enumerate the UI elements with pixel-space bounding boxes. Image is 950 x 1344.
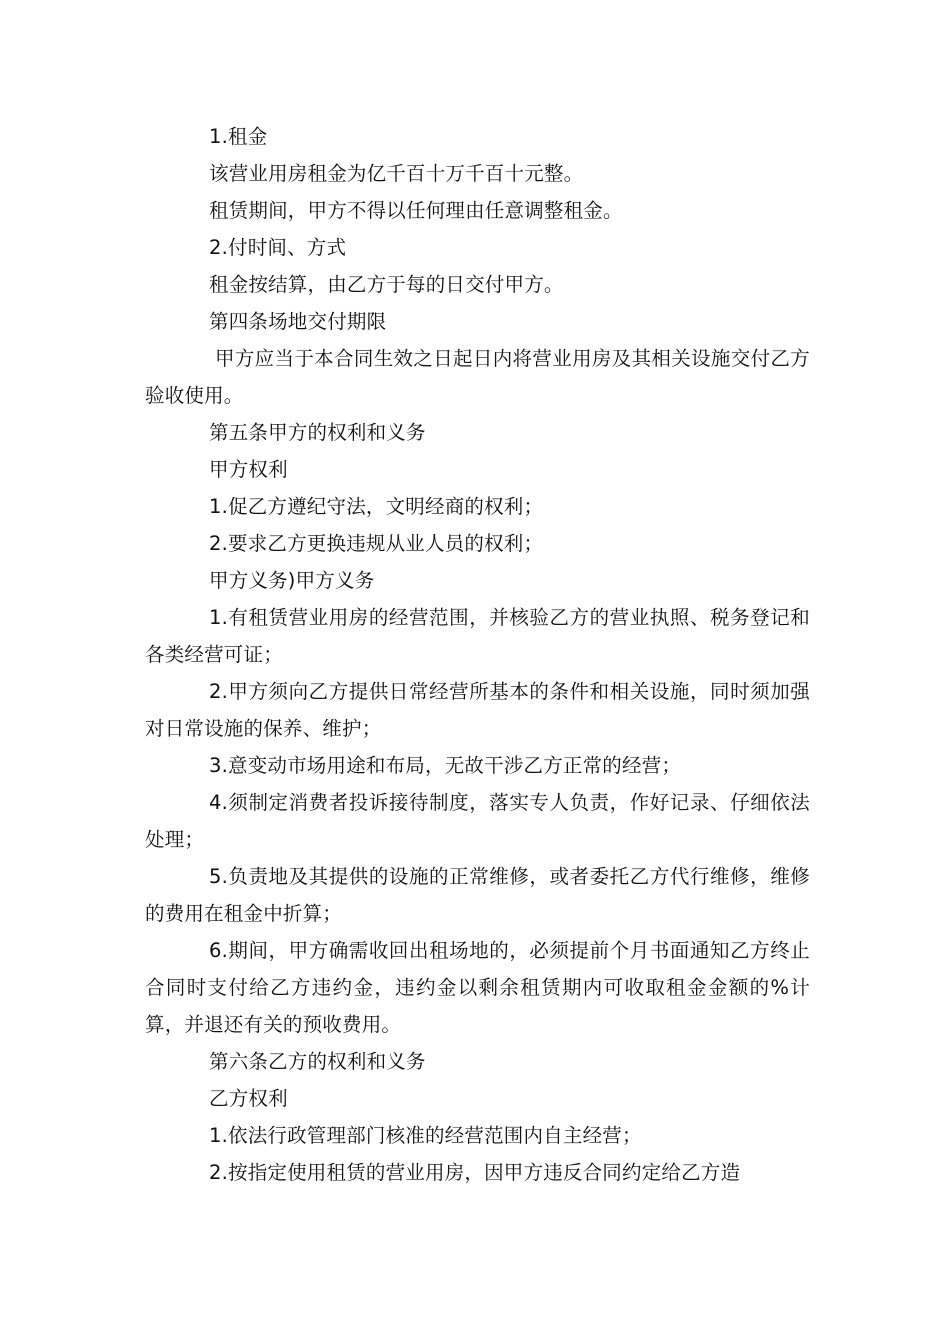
party-a-rights-heading: 甲方权利 <box>209 458 288 481</box>
party-a-obligation-2: 2.甲方须向乙方提供日常经营所基本的条件和相关设施，同时须加强对日常设施的保养、维护； <box>145 680 810 740</box>
paragraph-rent-heading: 1.租金 <box>209 125 268 148</box>
party-b-right-1: 1.依法行政管理部门核准的经营范围内自主经营； <box>209 1124 642 1147</box>
party-a-right-1: 1.促乙方遵纪守法，文明经商的权利； <box>209 495 544 518</box>
article-four-heading: 第四条场地交付期限 <box>209 310 387 333</box>
paragraph-delivery-term: 甲方应当于本合同生效之日起日内将营业用房及其相关设施交付乙方验收使用。 <box>145 347 810 407</box>
party-b-right-2: 2.按指定使用租赁的营业用房，因甲方违反合同约定给乙方造 <box>209 1161 741 1184</box>
paragraph-rent-amount: 该营业用房租金为亿千百十万千百十元整。 <box>209 162 584 185</box>
party-a-right-2: 2.要求乙方更换违规从业人员的权利； <box>209 532 544 555</box>
paragraph-rent-no-adjust: 租赁期间，甲方不得以任何理由任意调整租金。 <box>209 199 623 222</box>
document-body <box>145 118 810 1191</box>
party-a-obligation-1: 1.有租赁营业用房的经营范围，并核验乙方的营业执照、税务登记和各类经营可证； <box>145 606 810 666</box>
paragraph-payment-method: 租金按结算，由乙方于每的日交付甲方。 <box>209 273 564 296</box>
article-six-heading: 第六条乙方的权利和义务 <box>209 1050 426 1073</box>
party-a-obligations-heading: 甲方义务)甲方义务 <box>209 569 375 592</box>
party-b-rights-heading: 乙方权利 <box>209 1087 288 1110</box>
party-a-obligation-6: 6.期间，甲方确需收回出租场地的，必须提前个月书面通知乙方终止合同时支付给乙方违约金，违约金以剩余租赁期内可收取租金金额的%计算，并退还有关的预收费用。 <box>145 939 810 1036</box>
party-a-obligation-3: 3.意变动市场用途和布局，无故干涉乙方正常的经营； <box>209 754 682 777</box>
paragraph-payment-heading: 2.付时间、方式 <box>209 236 347 259</box>
party-a-obligation-5: 5.负责地及其提供的设施的正常维修，或者委托乙方代行维修，维修的费用在租金中折算； <box>145 865 810 925</box>
party-a-obligation-4: 4.须制定消费者投诉接待制度，落实专人负责，作好记录、仔细依法处理； <box>145 791 810 851</box>
article-five-heading: 第五条甲方的权利和义务 <box>209 421 426 444</box>
